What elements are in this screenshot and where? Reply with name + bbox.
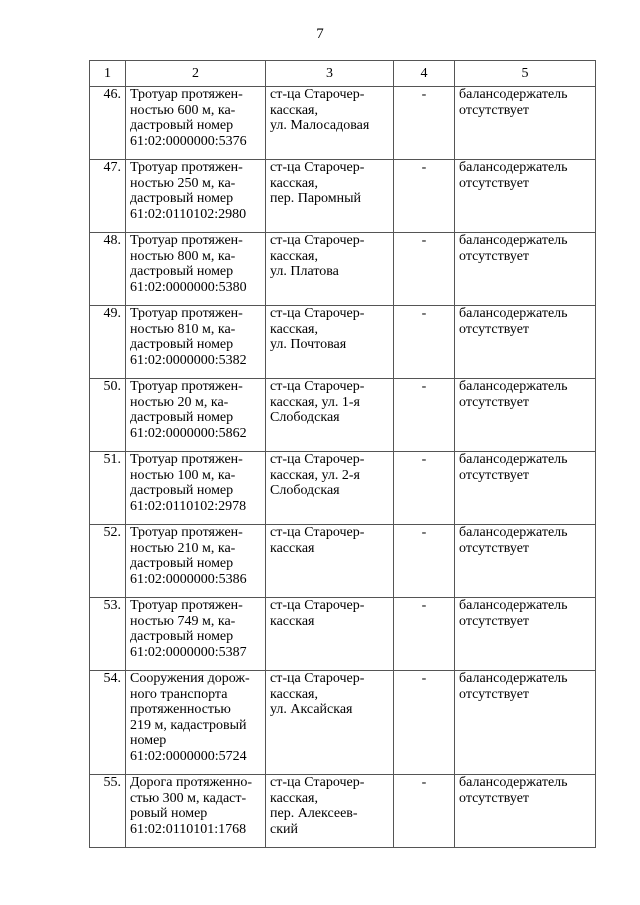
description-line: 61:02:0000000:5382 [130, 352, 247, 368]
description-line: дастровый номер [130, 483, 234, 498]
description-line: Тротуар протяжен- [130, 598, 243, 613]
row-number: 48. [90, 233, 126, 306]
description-line: ностью 600 м, ка- [130, 102, 236, 118]
description-line: 61:02:0000000:5387 [130, 644, 247, 660]
owner-line: отсутствует [459, 321, 530, 337]
object-description [126, 598, 266, 671]
object-description [126, 306, 266, 379]
object-description [126, 87, 266, 160]
address-line: касская, [270, 102, 318, 118]
description-line: Дорога протяженно- [130, 775, 253, 790]
address-line: ст-ца Старочер- [270, 306, 365, 321]
address-line: ул. Малосадовая [270, 118, 370, 133]
row-number: 54. [90, 671, 126, 775]
object-address [266, 233, 394, 306]
column-4-value: - [394, 379, 455, 452]
address-line: ст-ца Старочер- [270, 598, 365, 613]
address-line: Слободская [270, 483, 340, 498]
description-line: Сооружения дорож- [130, 671, 250, 686]
object-description [126, 671, 266, 775]
description-line: дастровый номер [130, 337, 234, 352]
row-number: 53. [90, 598, 126, 671]
description-line: ностью 100 м, ка- [130, 467, 236, 483]
column-4-value: - [394, 775, 455, 848]
address-line: ул. Почтовая [270, 337, 347, 352]
object-address [266, 306, 394, 379]
owner-line: отсутствует [459, 613, 530, 629]
description-line: Тротуар протяжен- [130, 87, 243, 102]
description-line: дастровый номер [130, 264, 234, 279]
description-line: номер [130, 733, 167, 748]
owner-line: отсутствует [459, 248, 530, 264]
address-line: касская, [270, 321, 318, 337]
column-header-2: 2 [126, 61, 266, 87]
address-line: ул. Аксайская [270, 702, 353, 717]
owner-status [455, 452, 596, 525]
description-line: ного транспорта [130, 686, 228, 702]
address-line: касская, [270, 248, 318, 264]
column-header-1: 1 [90, 61, 126, 87]
table-row [90, 671, 596, 775]
owner-line: балансодержатель [459, 87, 568, 102]
object-address [266, 379, 394, 452]
description-line: дастровый номер [130, 410, 234, 425]
address-line: ул. Платова [270, 264, 339, 279]
owner-status [455, 306, 596, 379]
address-line: Слободская [270, 410, 340, 425]
owner-line: отсутствует [459, 540, 530, 556]
address-line: касская, [270, 175, 318, 191]
object-address [266, 775, 394, 848]
column-4-value: - [394, 671, 455, 775]
object-description [126, 233, 266, 306]
description-line: Тротуар протяжен- [130, 306, 243, 321]
address-line: ский [270, 821, 298, 837]
owner-line: балансодержатель [459, 525, 568, 540]
object-description [126, 160, 266, 233]
description-line: протяженностью [130, 702, 231, 717]
column-header-5: 5 [455, 61, 596, 87]
row-number: 52. [90, 525, 126, 598]
column-header-3: 3 [266, 61, 394, 87]
description-line: 61:02:0000000:5376 [130, 133, 247, 149]
description-line: ровый номер [130, 806, 208, 821]
description-line: ностью 20 м, ка- [130, 394, 229, 410]
row-number: 46. [90, 87, 126, 160]
address-line: касская [270, 540, 315, 556]
description-line: Тротуар протяжен- [130, 452, 243, 467]
property-registry-table [89, 60, 596, 848]
table-row [90, 775, 596, 848]
object-description [126, 379, 266, 452]
column-4-value: - [394, 233, 455, 306]
description-line: 219 м, кадастровый [130, 717, 247, 733]
description-line: 61:02:0000000:5724 [130, 748, 247, 764]
table-row [90, 306, 596, 379]
table-header-row [90, 61, 596, 87]
owner-status [455, 87, 596, 160]
owner-line: балансодержатель [459, 671, 568, 686]
description-line: дастровый номер [130, 118, 234, 133]
owner-status [455, 379, 596, 452]
description-line: 61:02:0000000:5862 [130, 425, 247, 441]
address-line: касская, ул. 2-я [270, 467, 360, 483]
owner-status [455, 525, 596, 598]
description-line: 61:02:0000000:5380 [130, 279, 247, 295]
row-number: 49. [90, 306, 126, 379]
description-line: ностью 749 м, ка- [130, 613, 236, 629]
owner-line: отсутствует [459, 467, 530, 483]
owner-line: балансодержатель [459, 379, 568, 394]
column-4-value: - [394, 452, 455, 525]
description-line: дастровый номер [130, 191, 234, 206]
owner-line: балансодержатель [459, 598, 568, 613]
description-line: 61:02:0000000:5386 [130, 571, 247, 587]
owner-line: отсутствует [459, 102, 530, 118]
description-line: Тротуар протяжен- [130, 233, 243, 248]
row-number: 47. [90, 160, 126, 233]
address-line: ст-ца Старочер- [270, 452, 365, 467]
owner-status [455, 598, 596, 671]
row-number: 50. [90, 379, 126, 452]
owner-line: балансодержатель [459, 452, 568, 467]
object-address [266, 87, 394, 160]
description-line: ностью 810 м, ка- [130, 321, 236, 337]
owner-line: отсутствует [459, 790, 530, 806]
object-address [266, 160, 394, 233]
address-line: ст-ца Старочер- [270, 233, 365, 248]
column-4-value: - [394, 598, 455, 671]
address-line: касская, ул. 1-я [270, 394, 360, 410]
table-row [90, 87, 596, 160]
description-line: Тротуар протяжен- [130, 525, 243, 540]
object-description [126, 452, 266, 525]
row-number: 51. [90, 452, 126, 525]
owner-line: балансодержатель [459, 160, 568, 175]
owner-line: балансодержатель [459, 306, 568, 321]
address-line: касская, [270, 790, 318, 806]
table-row [90, 525, 596, 598]
column-4-value: - [394, 87, 455, 160]
owner-line: балансодержатель [459, 233, 568, 248]
table-row [90, 160, 596, 233]
description-line: Тротуар протяжен- [130, 379, 243, 394]
address-line: ст-ца Старочер- [270, 160, 365, 175]
column-4-value: - [394, 160, 455, 233]
owner-line: отсутствует [459, 394, 530, 410]
address-line: ст-ца Старочер- [270, 87, 365, 102]
column-4-value: - [394, 306, 455, 379]
description-line: 61:02:0110102:2980 [130, 206, 247, 222]
address-line: ст-ца Старочер- [270, 379, 365, 394]
object-description [126, 775, 266, 848]
owner-status [455, 775, 596, 848]
table-row [90, 379, 596, 452]
table-row [90, 452, 596, 525]
description-line: дастровый номер [130, 556, 234, 571]
column-header-4: 4 [394, 61, 455, 87]
description-line: дастровый номер [130, 629, 234, 644]
description-line: 61:02:0110102:2978 [130, 498, 247, 514]
table-body [90, 87, 596, 848]
object-address [266, 525, 394, 598]
description-line: ностью 250 м, ка- [130, 175, 236, 191]
table-row [90, 598, 596, 671]
owner-status [455, 671, 596, 775]
object-address [266, 671, 394, 775]
description-line: 61:02:0110101:1768 [130, 821, 247, 837]
row-number: 55. [90, 775, 126, 848]
description-line: ностью 800 м, ка- [130, 248, 236, 264]
owner-status [455, 160, 596, 233]
page-number: 7 [316, 26, 324, 42]
address-line: пер. Алексеев- [270, 806, 358, 821]
address-line: касская, [270, 686, 318, 702]
address-line: ст-ца Старочер- [270, 775, 365, 790]
description-line: ностью 210 м, ка- [130, 540, 236, 556]
column-4-value: - [394, 525, 455, 598]
owner-line: отсутствует [459, 175, 530, 191]
description-line: стью 300 м, кадаст- [130, 790, 247, 806]
owner-line: отсутствует [459, 686, 530, 702]
address-line: ст-ца Старочер- [270, 671, 365, 686]
owner-status [455, 233, 596, 306]
table-row [90, 233, 596, 306]
description-line: Тротуар протяжен- [130, 160, 243, 175]
address-line: пер. Паромный [270, 191, 362, 206]
object-description [126, 525, 266, 598]
object-address [266, 452, 394, 525]
object-address [266, 598, 394, 671]
owner-line: балансодержатель [459, 775, 568, 790]
address-line: касская [270, 613, 315, 629]
address-line: ст-ца Старочер- [270, 525, 365, 540]
